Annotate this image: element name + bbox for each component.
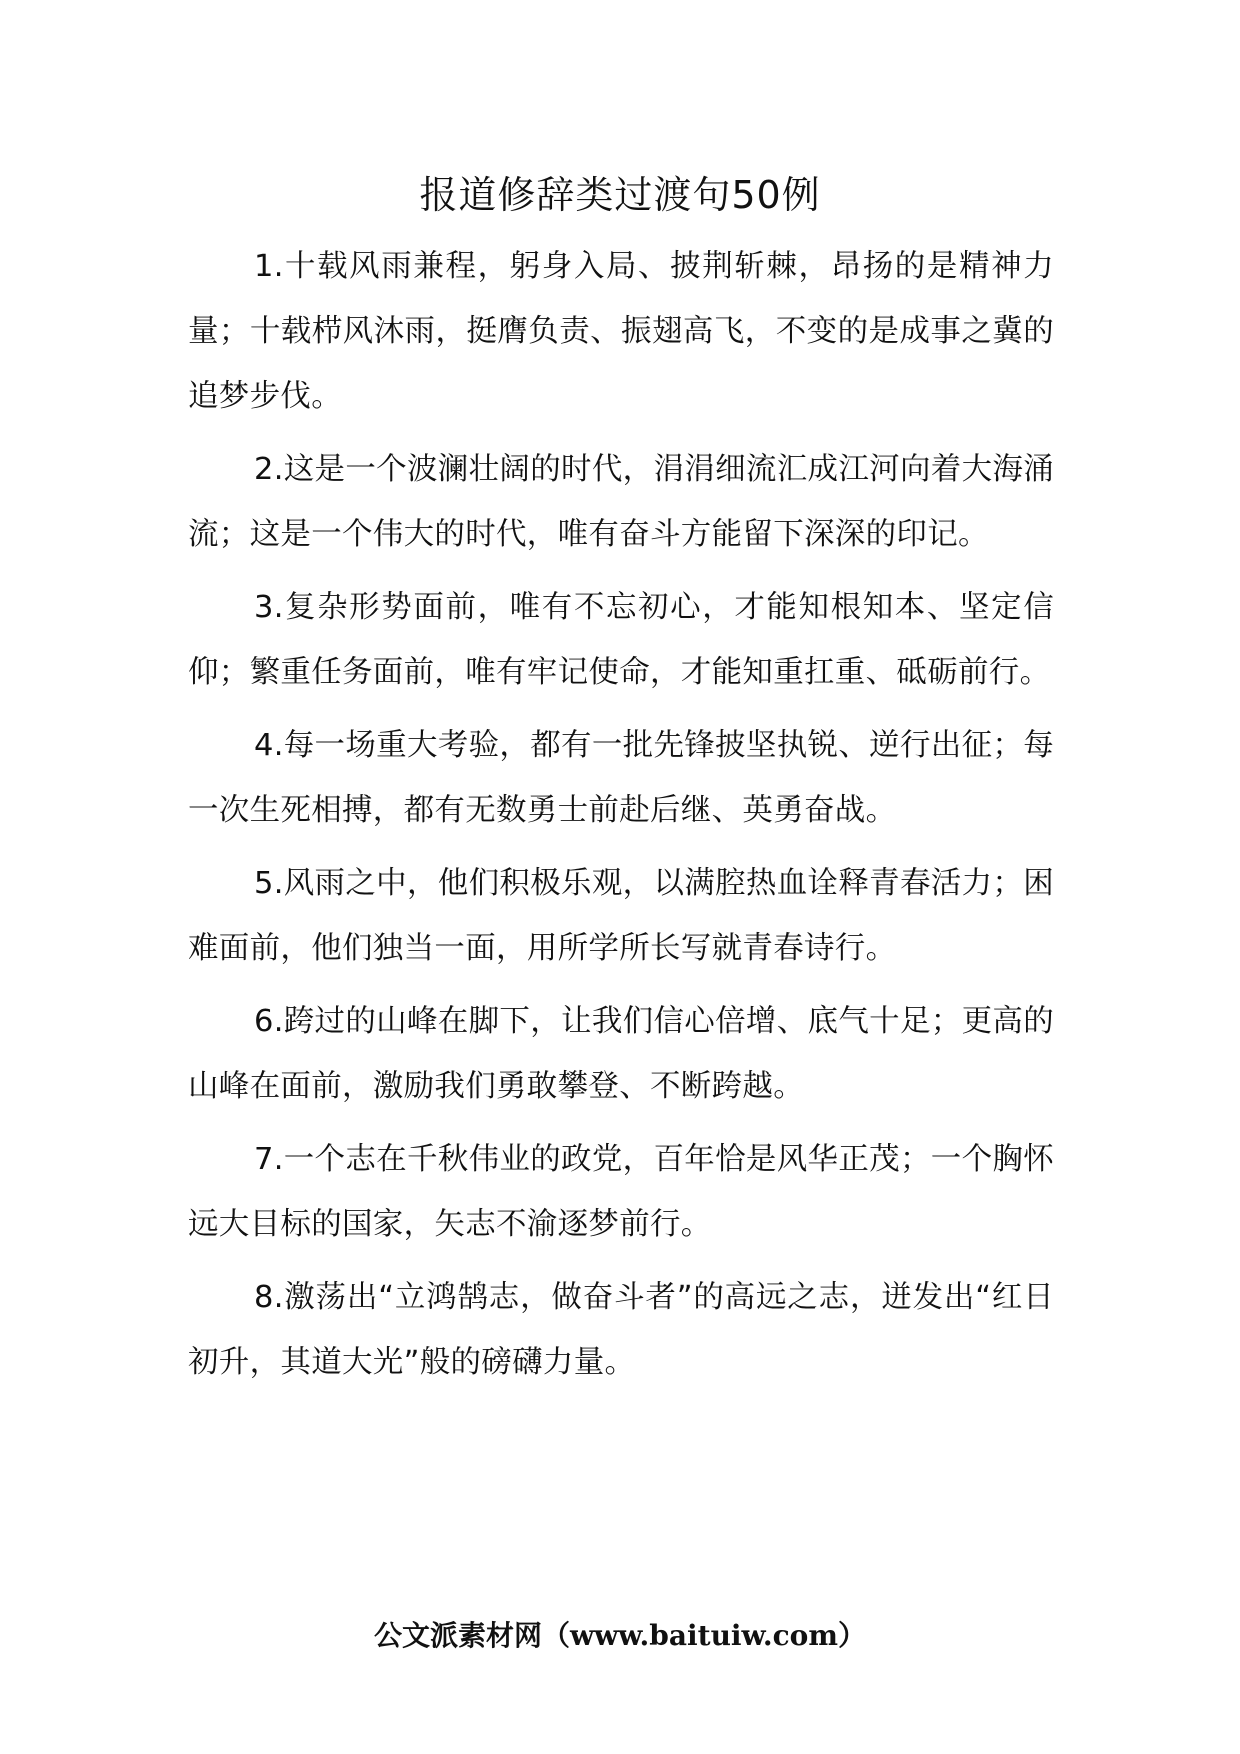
paragraph-6: 6.跨过的山峰在脚下，让我们信心倍增、底气十足；更高的山峰在面前，激励我们勇敢攀登、不断跨越。	[188, 1004, 1054, 1104]
paragraph-7: 7.一个志在千秋伟业的政党，百年恰是风华正茂；一个胸怀远大目标的国家，矢志不渝逐梦前行。	[188, 1142, 1054, 1242]
paragraph-1: 1.十载风雨兼程，躬身入局、披荆斩棘，昂扬的是精神力量；十载栉风沐雨，挺膺负责、振翅高飞，不变的是成事之冀的追梦步伐。	[188, 249, 1054, 414]
paragraph-5: 5.风雨之中，他们积极乐观，以满腔热血诠释青春活力；困难面前，他们独当一面，用所学所长写就青春诗行。	[188, 866, 1054, 966]
document-title: 报道修辞类过渡句50例	[419, 173, 821, 217]
paragraph-4: 4.每一场重大考验，都有一批先锋披坚执锐、逆行出征；每一次生死相搏，都有无数勇士前赴后继、英勇奋战。	[188, 728, 1054, 828]
paragraph-3: 3.复杂形势面前，唯有不忘初心，才能知根知本、坚定信仰；繁重任务面前，唯有牢记使命，才能知重扛重、砥砺前行。	[188, 590, 1054, 690]
paragraph-8: 8.激荡出“立鸿鹄志，做奋斗者”的高远之志，迸发出“红日初升，其道大光”般的磅礴力量。	[188, 1280, 1054, 1380]
document-body	[188, 234, 1054, 1403]
page-footer-source: 公文派素材网（www.baituiw.com）	[374, 1619, 866, 1652]
paragraph-2: 2.这是一个波澜壮阔的时代，涓涓细流汇成江河向着大海涌流；这是一个伟大的时代，唯有奋斗方能留下深深的印记。	[188, 452, 1054, 552]
